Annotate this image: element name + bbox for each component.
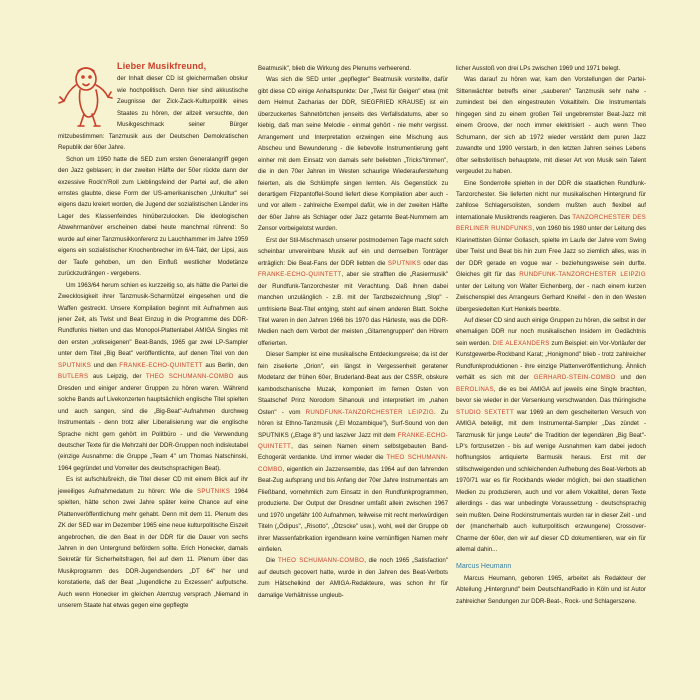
- heading: Lieber Musikfreund,: [117, 61, 207, 71]
- band-berliner-rundfunk: TANZORCHESTER DES BERLINER RUNDFUNKS: [456, 213, 646, 233]
- band-rto-leipzig-2: RUNDFUNK-TANZORCHESTER LEIPZIG: [519, 271, 646, 279]
- band-gerhard-stein: GERHARD-STEIN-COMBO: [533, 374, 616, 382]
- band-franke-echo-3: FRANKE-ECHO-QUINTETT: [258, 431, 448, 450]
- c2-p4: Dieser Sampler ist eine musikalische Entdeckungsreise; da ist der fein ziselierte „Orion", ein längst in Vergessenheit geratener Modetanz der frühen 60er, Bruderland-Beat aus der CSSR, obskure kambodschanische Muzak, komponiert im fernen Osten von Staatschef Prinz Norodom Sihanouk und interpretiert im „nahen Osten" - vom RUNDFUNK-TANZORCHESTER LEIPZIG. Zu hören ist Ethno-Tanzmusik („El Mozambique"), Surf-Sound von den SPUTNIKS („Etage 8") und lasziver Jazz mit dem FRANKE-ECHO-QUINTETT, das seinen Namen einem selbstgebauten Band-Echogerät verdankte. Und immer wieder die THEO SCHUMANN-COMBO, eigentlich ein Jazzensemble, das 1964 auf den fahrenden Beat-Zug aufsprang und bis Anfang der 70er Jahre Instrumentals am Fließband, vornehmlich zum Einsatz in den Rundfunkprogrammen, produzierte. Der Output der Dresdner umfaßt allein zwischen 1967 und 1970 ungefähr 100 Aufnahmen, teilweise mit recht merkwürdigen Titeln („Ödipus", „Risotto", „Ötzscke" usw.), wohl, weil der Gruppe ob ihrer Massenfabrikation irgendwann keine vernünftigen Namen mehr einfielen.: [258, 351, 448, 554]
- c3-p4: Auf dieser CD sind auch einige Gruppen zu hören, die selbst in der ehemaligen DDR nur noch musikalischen Insidern im Gedächtnis sein werden. DIE ALEXANDERS zum Beispiel: ein Vor-Vorläufer der Kunstgewerbe-Rockband Karat; „Honigmond" blieb - trotz zahlreicher Rundfunkproduktionen - ihre einzige Plattenveröffentlichung. Ähnlich verhält es sich mit der GERHARD-STEIN-COMBO und den BEROLINAS, die es bei AMIGA auf jeweils eine Single brachten, bevor sie wieder in der Versenkung verschwanden. Das thüringische STUDIO SEXTETT war 1969 an dem gescheiterten Versuch von AMIGA beteiligt, mit dem Instrumental-Sampler „Das zündet - Tanzmusik für junge Leute" die Tradition der legendären „Big Beat"-LP's fortzusetzen - bis auf wenige Ausnahmen kam dabei jedoch hoffnungslos antiquierte Barmusik heraus. Erst mit der stillschweigenden und schleichenden Aufhebung des Beat-Verbots ab 1970/71 war es für Rockbands wieder möglich, bei den staatlichen Medien zu produzieren, auch und vor allem Vokaltitel, deren Texte allerdings - das war unbedingte Voraussetzung - deutschsprachig sein mußten. Deine Rockinstrumentals wurden rar in dieser Zeit - und der (mancherhalb auch kulturpolitisch erzwungene) Crossover-Charme der 60er, den wir auf dieser CD dokumentieren, war ein für allemal dahin...: [456, 316, 646, 554]
- c2-p1: Beatmusik", blieb die Wirkung des Plenums verheerend.: [258, 65, 412, 72]
- band-franke-echo-2: FRANKE-ECHO-QUINTETT: [258, 271, 342, 279]
- c3-p2: Was darauf zu hören war, kam den Vorstellungen der Partei-Sittenwächter betreffs einer „sauberen" Tanzmusik sehr nahe - zumindest bei den eingestreuten Vokaltiteln. Die Instrumentals hingegen sind zu einem großen Teil ungebremster Beat-Jazz mit einem Groove, der noch immer elektrisiert - auch wenn Theo Schumann, der sich ab 1972 wieder verstärkt dem puren Jazz zuwandte und 1990 verstarb, in den letzten Jahren seines Lebens öfter selbstkritisch behauptete, mit dieser Art von Musik sein Talent vergeudet zu haben.: [456, 76, 646, 176]
- singer-doodle-icon: [56, 63, 114, 129]
- c1-p4: Es ist aufschlußreich, die Titel dieser CD mit einem Blick auf ihr jeweiliges Aufnahmedatum zu hören: Wie die SPUTNIKS 1964 spielten, hätte schon zwei Jahre später keine Chance auf eine Plattenveröffentlichung mehr gehabt. Denn mit dem 11. Plenum des ZK der SED war im Dezember 1965 eine neue kulturpolitische Eiszeit angebrochen, die den Beat in der DDR für die Dauer von sechs Jahren in den Untergrund befördern sollte. Erich Honecker, damals Sekretär für Sicherheitsfragen, fiel auf dem 11. Plenum über das Musikprogramm des DDR-Jugendsenders „DT 64" her und konstatierte, daß der Beat „Jugendliche zu Exzessen" aufputsche. Auch wenn Honecker im gleichen Atemzug versprach „Niemand in unserem Staate hat etwas gegen eine gepflegte: [58, 476, 248, 610]
- band-theo-schumann-2: THEO SCHUMANN-COMBO: [258, 454, 448, 473]
- band-berolinas: BEROLINAS: [456, 385, 494, 393]
- band-sputniks-2: SPUTNIKS: [197, 487, 231, 495]
- band-franke-echo: FRANKE-ECHO-QUINTETT: [119, 361, 203, 369]
- c1-p1: der Inhalt dieser CD ist gleichermaßen obskur wie hochpolitisch. Denn hier sind akkustische Zeugnisse der Zick-Zack-Kulturpolitik eines Staates zu hören, der allzeit versuchte, den Musikgeschmack seiner Bürger mitzubestimmen: Tanzmusik aus der Deutschen Demokratischen Republik der 60er Jahre.: [58, 75, 248, 152]
- band-butlers: BUTLERS: [58, 373, 89, 381]
- band-theo-schumann: THEO SCHUMANN-COMBO: [145, 373, 234, 381]
- c3-p1: licher Ausstoß von drei LPs zwischen 1969 und 1971 belegt.: [456, 65, 621, 72]
- column-1: [58, 63, 248, 612]
- band-studio-sextett: STUDIO SEXTETT: [456, 408, 514, 416]
- band-sputniks-3: SPUTNIKS: [387, 259, 421, 267]
- column-3: [456, 63, 646, 607]
- band-rto-leipzig: RUNDFUNK-TANZORCHESTER LEIPZIG: [305, 408, 434, 416]
- band-alexanders: DIE ALEXANDERS: [492, 339, 550, 347]
- author-bio: Marcus Heumann, geboren 1965, arbeitet als Redakteur der Abteilung „Hintergrund" beim DeutschlandRadio in Köln und ist Autor zahlreicher Sendungen zur DDR-Beat-, Rock- und Schlagerszene.: [456, 574, 646, 605]
- band-theo-schumann-3: THEO SCHUMANN-COMBO: [277, 557, 365, 565]
- c2-p3: Erst der Stil-Mischmasch unserer postmodernen Tage macht solch scheinbar unvereinbare Musik auf ein und demselben Tonträger erträglich: Die Beat-Fans der DDR liebten die SPUTNIKS oder das FRANKE-ECHO-QUINTETT, aber sie strafften die „Rasiermusik" der Rundfunk-Tanzorchester mit Verachtung. Daß ihnen dabei manchen unzulänglich - z.B. mit der Tanzbezeichnung „Slop" - umfrisierte Beat-Titel entging, steht auf einem anderen Blatt. Solche Titel waren in den Jahren 1966 bis 1970 das Härteste, was die DDR-Medien nach dem Verbot der meisten „Gitarrengruppen" den Hörern offerierten.: [258, 236, 448, 347]
- column-2: [258, 63, 448, 601]
- c3-p3: Eine Sonderrolle spielten in der DDR die staatlichen Rundfunk-Tanzorchester. Sie lieferten nicht nur musikalischen Hintergrund für zahllose Schlagersolisten, sondern mußten auch flexibel auf internationale Musiktrends reagieren. Das TANZORCHESTER DES BERLINER RUNDFUNKS, von 1960 bis 1980 unter der Leitung des Klarinettisten Günter Gollasch, spielte im Laufe der Jahre vom Swing über Twist und Beat bis hin zum Free Jazz so ziemlich alles, was in der DDR gerade en vogue war - beziehungsweise sein durfte. Gleiches gilt für das RUNDFUNK-TANZORCHESTER LEIPZIG unter der Leitung von Walter Eichenberg, der - nach einem kurzen Zwischenspiel des Arrangeurs Gerhard Kneifel - den in den Westen übergesiedelten Kurt Henkels beerbte.: [456, 179, 646, 313]
- c1-p3: Um 1963/64 herum schien es kurzzeitig so, als hätte die Partei die Zwecklosigkeit ihrer Tanzmusik-Scharmützel eingesehen und die Waffen gestreckt. Unsere Kompilation beginnt mit Aufnahmen aus jener Zeit, als Twist und Beat Einzug in die Programme des DDR-Rundfunks hielten und das Monopol-Plattenlabel AMIGA Singles mit den ersten „volkseigenen" Beat-Bands, 1965 gar zwei LP-Sampler unter dem Titel „Big Beat" veröffentlichte, auf denen Titel von den SPUTNIKS und den FRANKE-ECHO-QUINTETT aus Berlin, den BUTLERS aus Leipzig, der THEO SCHUMANN-COMBO aus Dresden und einiger anderer Gruppen zu hören waren. Während solche Bands auf Livekonzerten hauptsächlich englische Titel spielten und auch sangen, sind die „Big-Beat"-Aufnahmen durchweg Instrumentals - denn trotz aller Liberalisierung war die englische Sprache nicht gern gehört im Politbüro - und die Verwendung deutscher Texte für die Mehrzahl der DDR-Gruppen noch indiskutabel (einzige Ausnahme: die Gruppe „Team 4" um Thomas Natschinski, 1964 gegründet und Vorreiter des deutschsprachigen Beat).: [58, 281, 248, 472]
- c2-p5: Die THEO SCHUMANN-COMBO, die noch 1965 „Satisfaction" auf deutsch gecovert hatte, wurde in den Jahren des Beat-Verbots zum Hätschelkind der AMIGA-Redakteure, was schon ihr für damalige Verhältnisse ungleub-: [258, 557, 449, 599]
- c2-p2: Was sich die SED unter „gepflegter" Beatmusik vorstellte, dafür gibt diese CD einige Anhaltspunkte: Der „Twist für Geigen" etwa (mit dem Helmut Zacharias der DDR, SIEGFRIED KRAUSE) ist ein überzuckertes Sahnetörtchen jenseits des Verfallsdatums, aber so kiebig, daß man seine Melodie - einmal gehört - nie mehr vergisst. Arrangement und Interpretation erzwingen eine Mischung aus Abscheu und Bewunderung - die liebevolle Instrumentierung geht einher mit dem Einsatz von damals sehr beliebten „Tricks"timmen", die in den 70er Jahren im Westen schaurige Wiederauferstehung feierten, als die Schlümpfe singen lernten. Als Gegenstück zu derartigem Filzpantoffel-Sound liefert diese Kompilation aber auch - und vor allem - zahlreiche Exempel dafür, wie in der zweiten Hälfte der 60er Jahre als Schlager oder Jazz getarnte Beat-Nummern am Zensor vorbeigelotst wurden.: [258, 76, 448, 233]
- c1-p2: Schon um 1950 hatte die SED zum ersten Generalangriff gegen den Jazz geblasen; in der zweiten Hälfte der 50er rückte dann der exzessive Rock'n'Roll zum Lieblingsfeind der Partei auf, die allen ernstes glaubte, diese Form der US-amerikanischen „Unkultur" sei eigens dazu kreiert worden, die Jugend der sozialistischen Länder ins Lager des Klassenfeindes hinüberzulocken. Die ideologischen Abwehrmanöver erscheinen dabei heute manchmal rührend: So wurde auf einer Tanzmusikkonferenz zu Lauchhammer im Jahre 1959 eigens ein sozialistischer Knochenbrecher im 6/4-Takt, der Lipsi, aus der Taufe gehoben, um den Einfluß westlicher Modetänze zurückzudrängen - vergebens.: [58, 155, 248, 278]
- band-sputniks: SPUTNIKS: [58, 361, 92, 369]
- author-signature: Marcus Heumann: [456, 563, 512, 571]
